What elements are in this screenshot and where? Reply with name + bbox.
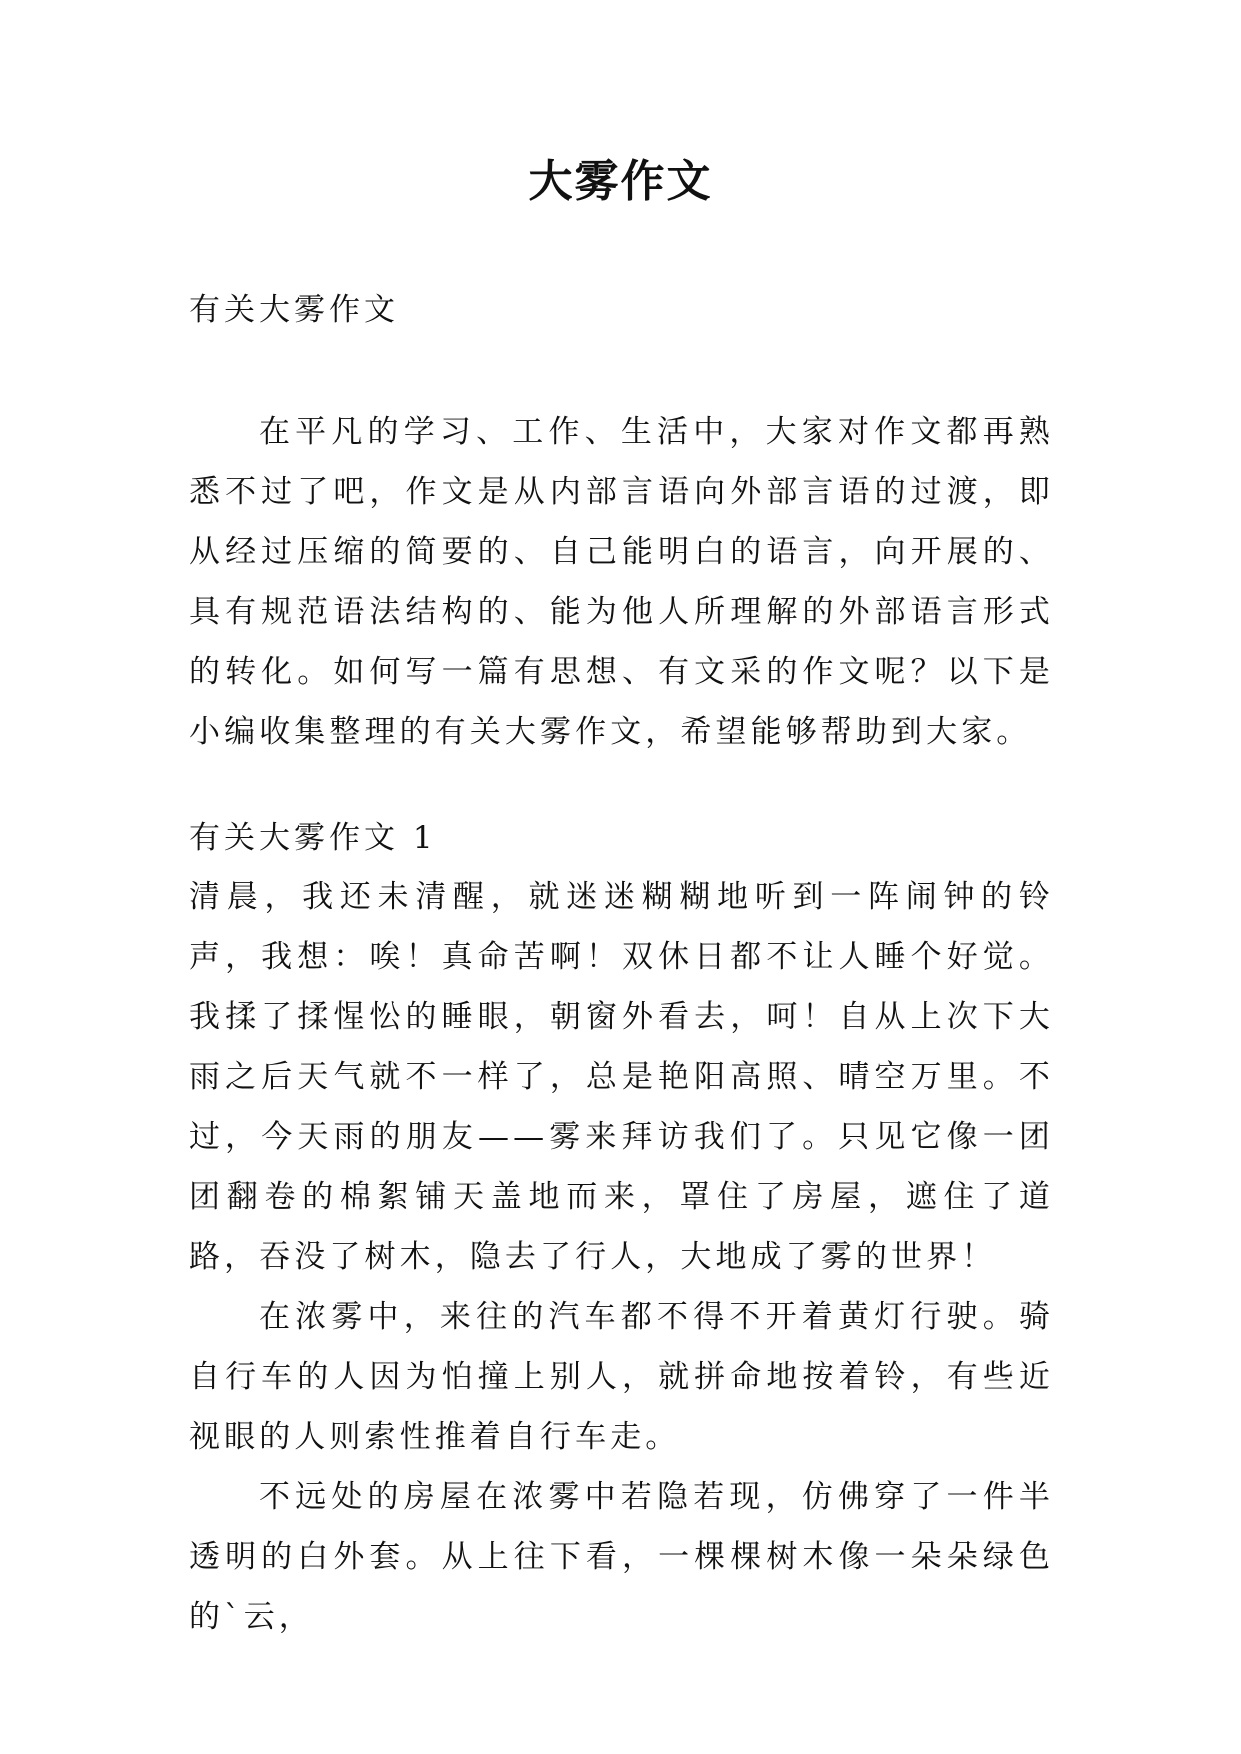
essay-paragraph-3: 不远处的房屋在浓雾中若隐若现，仿佛穿了一件半透明的白外套。从上往下看，一棵棵树木像一朵朵绿色的`云， [189, 1479, 1054, 1635]
essay-paragraph-2: 在浓雾中，来往的汽车都不得不开着黄灯行驶。骑自行车的人因为怕撞上别人，就拼命地按着铃，有些近视眼的人则索性推着自行车走。 [189, 1299, 1054, 1455]
intro-paragraph: 在平凡的学习、工作、生活中，大家对作文都再熟悉不过了吧，作文是从内部言语向外部言语的过渡，即从经过压缩的简要的、自己能明白的语言，向开展的、具有规范语法结构的、能为他人所理解的外部语言形式的转化。如何写一篇有思想、有文采的作文呢？以下是小编收集整理的有关大雾作文，希望能够帮助到大家。 [189, 414, 1054, 750]
essay-heading: 有关大雾作文 1 [189, 820, 437, 856]
essay-paragraph-1: 清晨，我还未清醒，就迷迷糊糊地听到一阵闹钟的铃声，我想：唉！真命苦啊！双休日都不让人睡个好觉。我揉了揉惺忪的睡眼，朝窗外看去，呵！自从上次下大雨之后天气就不一样了，总是艳阳高照、晴空万里。不过，今天雨的朋友——雾来拜访我们了。只见它像一团团翻卷的棉絮铺天盖地而来，罩住了房屋，遮住了道路，吞没了树木，隐去了行人，大地成了雾的世界！ [189, 879, 1054, 1275]
document-title: 大雾作文 [528, 156, 713, 207]
essay-body [189, 867, 1054, 1647]
intro-section [189, 402, 1054, 762]
document-subtitle: 有关大雾作文 [189, 292, 399, 328]
